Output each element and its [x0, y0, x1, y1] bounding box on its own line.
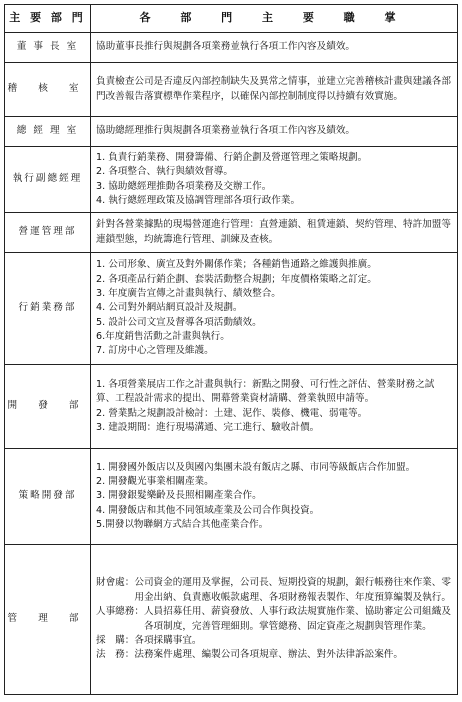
table-row — [5, 63, 458, 117]
duty-cell — [91, 33, 458, 63]
duty-definition — [96, 576, 453, 605]
definition-text: 各項採購事宜。 — [134, 634, 202, 646]
duty-cell — [91, 213, 458, 253]
dept-name: 董 事 長 室 — [5, 33, 91, 63]
duty-definition — [96, 634, 453, 648]
duty-line: 3. 年度廣告宣傳之計畫與執行、績效整合。 — [96, 287, 281, 299]
duty-cell — [91, 365, 458, 449]
dept-name: 開 發 部 — [5, 365, 91, 449]
definition-text: 人員招募任用、薪資發放、人事行政法規實施作業、協助審定公司組織及各項制度，完善管理細則。掌管總務、固定資產之規劃與管理作業。 — [143, 606, 451, 632]
duty-line: 3. 建設期間：進行現場溝通、完工進行、驗收計價。 — [96, 421, 320, 433]
duty-cell — [91, 63, 458, 117]
dept-name: 執行副總經理 — [5, 147, 91, 213]
duty-line: 協助總經理推行與規劃各項業務並執行各項工作內容及績效。 — [96, 125, 356, 137]
duty-line: 2. 開發觀光事業相關產業。 — [96, 475, 214, 487]
duty-cell — [91, 253, 458, 365]
header-duties: 各 部 門 主 要 職 掌 — [91, 5, 458, 33]
duty-cell — [91, 545, 458, 695]
dept-name: 總 經 理 室 — [5, 117, 91, 147]
dept-name: 行銷業務部 — [5, 253, 91, 365]
table-row — [5, 117, 458, 147]
table-row — [5, 365, 458, 449]
duty-line: 4. 執行總經理政策及協調管理部各項行政作業。 — [96, 194, 301, 206]
duty-line: 負責檢查公司是否違反內部控制缺失及異常之情事，並建立完善稽核計畫與建議各部門改善報告落實標準作業程序，以確保內部控制制度得以持續有效實施。 — [96, 76, 451, 102]
duty-line: 5.開發以物聯網方式結合其他產業合作。 — [96, 519, 269, 531]
duty-line: 4. 公司對外網站網頁設計及規劃。 — [96, 302, 243, 314]
table-row — [5, 33, 458, 63]
duty-definition — [96, 605, 453, 634]
department-duties-table — [4, 4, 458, 695]
table-row — [5, 253, 458, 365]
duty-line: 協助董事長推行與規劃各項業務並執行各項工作內容及績效。 — [96, 41, 356, 53]
duty-line: 1. 負責行銷業務、開發籌備、行銷企劃及營運管理之策略規劃。 — [96, 151, 368, 163]
definition-term: 採 購： — [96, 634, 135, 646]
definition-term: 財會處： — [96, 577, 135, 589]
table-header-row — [5, 5, 458, 33]
duty-line: 7. 訂房中心之管理及維護。 — [96, 345, 214, 357]
dept-name: 策略開發部 — [5, 449, 91, 545]
definition-text: 法務案件處理、編製公司各項規章、辦法、對外法律訴訟案件。 — [134, 649, 403, 661]
duty-line: 3. 開發銀髮樂齡及長照相關產業合作。 — [96, 490, 262, 502]
duty-line: 4. 開發飯店和其他不同領域產業及公司合作與投資。 — [96, 504, 320, 516]
definition-text: 公司資金的運用及掌握，公司長、短期投資的規劃，銀行帳務往來作業、零用金出納、負責應收帳款處理、各項財務報表製作、年度預算編製及執行。 — [134, 577, 451, 603]
duty-line: 5. 設計公司文宣及督導各項活動績效。 — [96, 316, 262, 328]
duty-line: 2. 各項產品行銷企劃、套裝活動整合規劃；年度價格策略之訂定。 — [96, 273, 377, 285]
header-dept: 主 要 部 門 — [5, 5, 91, 33]
dept-name: 管 理 部 — [5, 545, 91, 695]
table-row — [5, 213, 458, 253]
duty-line: 針對各營業據點的現場營運進行管理：直營連鎖、租賃連鎖、契約管理、特許加盟等連鎖型態，均統籌進行管理、訓練及查核。 — [96, 219, 451, 245]
duty-line: 1. 各項營業展店工作之計畫與執行：新點之開發、可行性之評估、營業財務之試算、工程設計需求的提出、開幕營業資材請購、營業執照申請等。 — [96, 378, 435, 405]
duty-definition — [96, 648, 453, 662]
duty-cell — [91, 147, 458, 213]
dept-name: 稽 核 室 — [5, 63, 91, 117]
duty-line: 1. 公司形象、廣宣及對外關係作業；各種銷售通路之維護與推廣。 — [96, 259, 377, 271]
definition-term: 法 務： — [96, 649, 135, 661]
duty-line: 2. 各項整合、執行與績效督導。 — [96, 166, 233, 178]
duty-cell — [91, 117, 458, 147]
table-row — [5, 147, 458, 213]
duty-line: 6.年度銷售活動之計畫與執行。 — [96, 331, 230, 343]
definition-term: 人事總務： — [96, 606, 144, 618]
duty-line: 2. 營業點之規劃設計檢討：土建、泥作、裝修、機電、弱電等。 — [96, 407, 368, 419]
duty-line: 1. 開發國外飯店以及與國內集團未設有飯店之縣、市同等級飯店合作加盟。 — [96, 461, 416, 473]
duty-cell — [91, 449, 458, 545]
table-row — [5, 545, 458, 695]
dept-name: 營運管理部 — [5, 213, 91, 253]
table-row — [5, 449, 458, 545]
duty-line: 3. 協助總經理推動各項業務及交辦工作。 — [96, 180, 272, 192]
